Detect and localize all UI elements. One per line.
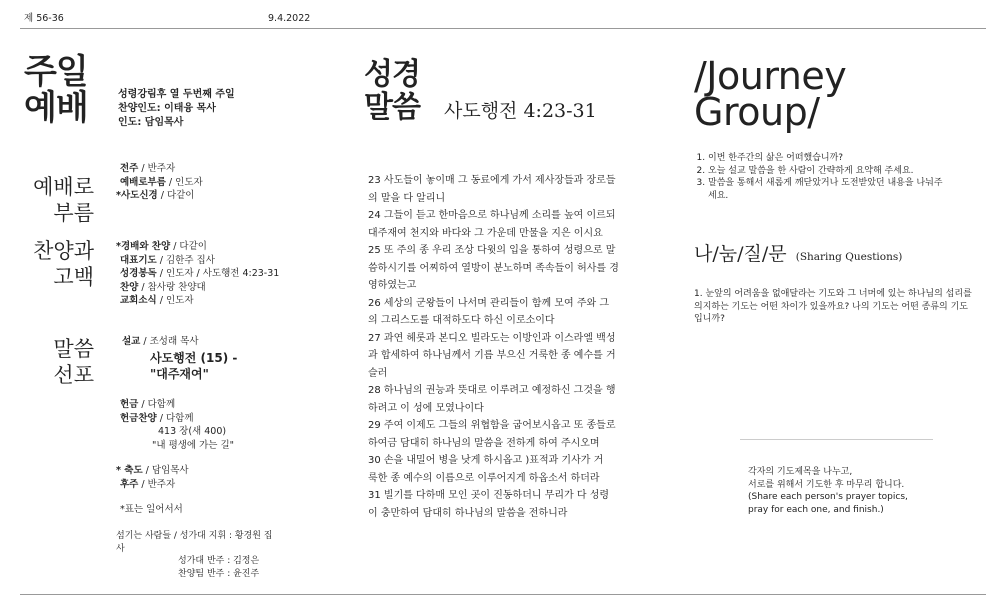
order-item: 후주 / 반주자 — [120, 478, 176, 490]
sharing-question: 1. 눈앞의 어려움을 없애달라는 기도와 그 너머에 있는 하나님의 섭리를 의지하는 기도는 어떤 차이가 있을까요? 나의 기도는 어떤 종류의 기도입니까? — [694, 289, 972, 324]
closing-divider — [740, 439, 933, 440]
journey-questions — [694, 152, 950, 202]
order-item: 전주 / 반주자 — [120, 163, 176, 174]
verse-line: 25 또 주의 종 우리 조상 다윗의 입을 통하여 성령으로 말 — [368, 245, 616, 256]
order-item: *경배와 찬양 / 다같이 — [116, 241, 207, 252]
sermon-preacher: 설교 / 조성래 목사 — [122, 336, 199, 347]
sharing-header — [694, 242, 902, 266]
verse-line: 31 빌기를 다하매 모인 곳이 진동하더니 무리가 다 성령 — [368, 490, 610, 501]
verse-line: 28 하나님의 권능과 뜻대로 이루려고 예정하신 그것을 행 — [368, 385, 616, 396]
servers-list: 섬기는 사람들 / 성가대 지휘 : 황경원 집사 성가대 반주 : 김정은 찬양팀 반주 : 윤진주 — [116, 531, 273, 579]
verse-line: 하여금 담대히 하나님의 말씀을 전하게 하여 주시오며 — [368, 437, 600, 449]
verse-line: 영하였는고 — [368, 280, 417, 291]
order-item: 찬양 / 참사랑 찬양대 — [120, 281, 206, 293]
sharing-title: 나/눔/질/문 — [694, 243, 787, 265]
praise-order — [116, 240, 279, 308]
order-item: * 축도 / 담임목사 — [116, 465, 189, 476]
journey-title: /Journey Group/ — [694, 54, 847, 134]
order-item: 예배로부름 / 인도자 — [120, 176, 203, 188]
call-order — [116, 162, 203, 203]
order-item: 헌금찬양 / 다함께 — [120, 412, 194, 424]
praise-leader: 찬양인도: 이태융 목사 — [118, 103, 216, 114]
hymn-title: "내 평생에 가는 길" — [152, 439, 235, 451]
issue-number: 제 56-36 — [24, 13, 64, 24]
verse-line: 27 과연 헤롯과 본디오 빌라도는 이방인과 이스라엘 백성 — [368, 332, 616, 344]
verse-line: 하려고 이 성에 모였나이다 — [368, 402, 484, 414]
verse-line: 30 손을 내밀어 병을 낫게 하시옵고 )표적과 기사가 거 — [368, 455, 604, 466]
question-item: 1. 이번 한주간의 삶은 어떠했습니까? — [708, 152, 950, 165]
scripture-title: 성경 말씀 — [364, 57, 420, 125]
verse-line: 대주재여 천지와 바다와 그 가운데 만물을 지은 이시요 — [368, 227, 603, 239]
offering-order — [120, 398, 234, 452]
scripture-text — [368, 172, 648, 522]
order-item: 성경봉독 / 인도자 / 사도행전 4:23-31 — [120, 268, 280, 279]
hymn-number: 413 장(새 400) — [158, 426, 227, 437]
worship-leader: 인도: 담임목사 — [118, 117, 184, 128]
verse-line: 의 그리스도를 대적하도다 하신 이로소이다 — [368, 315, 555, 326]
closing-order — [116, 464, 189, 491]
question-item: 2. 오늘 설교 말씀을 한 사람이 간략하게 요약해 주세요. — [708, 165, 950, 178]
order-item: 교회소식 / 인도자 — [120, 295, 194, 306]
section-title-praise: 찬양과 고백 — [33, 239, 94, 289]
section-title-call: 예배로 부름 — [33, 175, 94, 225]
verse-line: 씀하시기를 어찌하여 열방이 분노하며 족속들이 허사를 경 — [368, 262, 619, 274]
stand-note: *표는 일어서서 — [120, 504, 183, 515]
verse-line: 29 주여 이제도 그들의 위협함을 굽어보시옵고 또 종들로 — [368, 420, 616, 431]
verse-line: 슬러 — [368, 367, 388, 379]
sharing-subtitle: (Sharing Questions) — [795, 251, 903, 263]
closing-note: 각자의 기도제목을 나누고, 서로를 위해서 기도한 후 마무리 합니다. (Share each person's prayer topics, pray for each one, and finish.) — [748, 467, 908, 515]
worship-title: 주일 예배 — [24, 52, 88, 128]
verse-line: 24 그들이 듣고 한마음으로 하나님께 소리를 높여 이르되 — [368, 210, 616, 221]
worship-info — [118, 88, 235, 130]
top-divider — [20, 28, 986, 29]
scripture-reference: 사도행전 4:23-31 — [444, 100, 597, 122]
bulletin-date: 9.4.2022 — [268, 13, 311, 24]
bottom-divider — [20, 594, 986, 595]
worship-subtitle: 성령강림후 열 두번째 주일 — [118, 89, 235, 100]
verse-line: 의 말을 다 알리니 — [368, 192, 446, 204]
verse-line: 룩한 종 예수의 이름으로 이루어지게 하옵소서 하더라 — [368, 472, 600, 484]
question-item: 3. 말씀을 통해서 새롭게 깨닫았거나 도전받았던 내용을 나눠주세요. — [708, 177, 950, 202]
sermon-title: 사도행전 (15) - "대주재여" — [150, 351, 238, 381]
verse-line: 이 충만하여 담대히 하나님의 말씀을 전하니라 — [368, 507, 568, 519]
verse-line: 23 사도들이 놓이매 그 동료에게 가서 제사장들과 장로들 — [368, 175, 616, 186]
order-item: 헌금 / 다함께 — [120, 399, 176, 410]
order-item: 대표기도 / 김한주 집사 — [120, 254, 215, 266]
verse-line: 과 합세하여 하나님께서 기름 부으신 거룩한 종 예수를 거 — [368, 350, 616, 361]
verse-line: 26 세상의 군왕들이 나서며 관리들이 함께 모여 주와 그 — [368, 297, 610, 309]
section-title-sermon: 말씀 선포 — [53, 337, 94, 387]
order-item: *사도신경 / 다같이 — [116, 190, 195, 201]
